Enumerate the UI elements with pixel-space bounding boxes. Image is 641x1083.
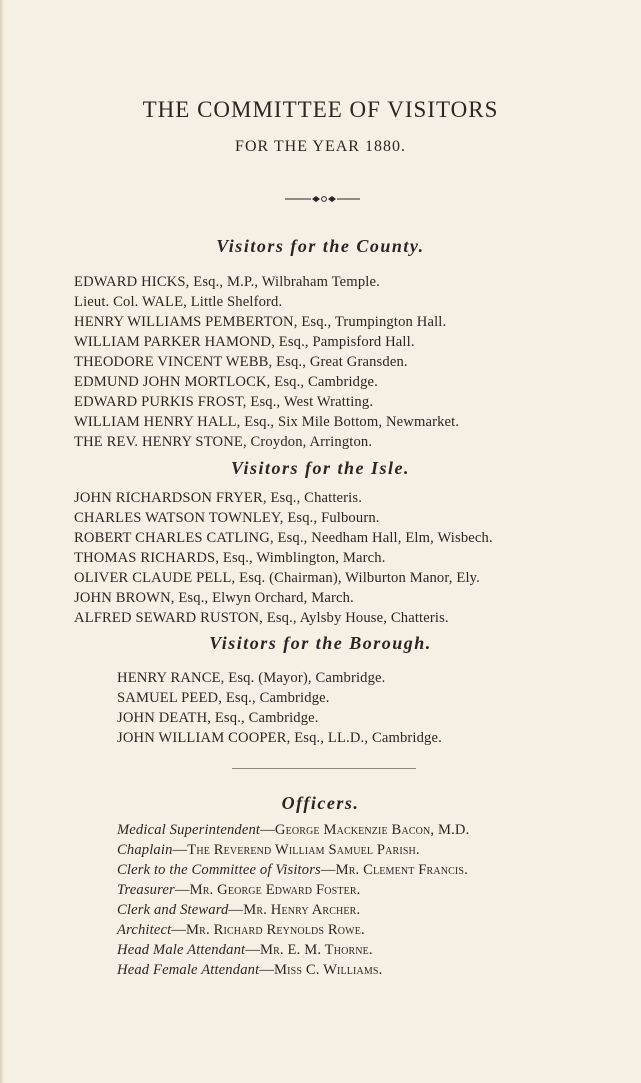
county-member: THE REV. HENRY STONE, Croydon, Arrington. bbox=[74, 434, 373, 450]
officer-dash: — bbox=[260, 822, 275, 838]
officers-list bbox=[117, 820, 469, 980]
isle-member: JOHN RICHARDSON FRYER, Esq., Chatteris. bbox=[74, 490, 363, 506]
officer-name: Mr. Clement Francis. bbox=[335, 862, 468, 878]
borough-member: JOHN DEATH, Esq., Cambridge. bbox=[117, 710, 319, 726]
officer-role: Head Female Attendant bbox=[117, 962, 260, 978]
officers-heading: Officers. bbox=[281, 793, 360, 813]
officer-entry bbox=[117, 840, 469, 860]
officer-name: George Mackenzie Bacon, M.D. bbox=[274, 822, 470, 838]
county-members-list bbox=[74, 272, 459, 452]
borough-member: JOHN WILLIAM COOPER, Esq., LL.D., Cambridge. bbox=[117, 730, 442, 746]
officer-role: Head Male Attendant bbox=[117, 942, 246, 958]
page-subtitle: FOR THE YEAR 1880. bbox=[235, 138, 406, 155]
county-member: Lieut. Col. WALE, Little Shelford. bbox=[74, 294, 283, 310]
officer-name: Miss C. Williams. bbox=[274, 962, 383, 978]
officer-entry bbox=[117, 960, 469, 980]
officer-dash: — bbox=[171, 922, 187, 938]
isle-member: ROBERT CHARLES CATLING, Esq., Needham Hall, Elm, Wisbech. bbox=[74, 530, 493, 546]
officer-entry bbox=[117, 880, 469, 900]
county-member: THEODORE VINCENT WEBB, Esq., Great Gransden. bbox=[74, 354, 408, 370]
officer-entry bbox=[117, 900, 469, 920]
officer-name: Mr. E. M. Thorne. bbox=[259, 942, 373, 958]
officer-name: Mr. Henry Archer. bbox=[243, 902, 361, 918]
officer-entry bbox=[117, 860, 469, 880]
borough-members-list bbox=[117, 668, 442, 748]
officer-dash: — bbox=[172, 842, 188, 858]
officer-dash: — bbox=[228, 902, 244, 918]
officer-entry bbox=[117, 820, 469, 840]
page-title: THE COMMITTEE OF VISITORS bbox=[142, 97, 499, 123]
officer-entry bbox=[117, 920, 469, 940]
officer-role: Clerk to the Committee of Visitors bbox=[117, 862, 321, 878]
borough-heading: Visitors for the Borough. bbox=[209, 633, 432, 653]
county-member: HENRY WILLIAMS PEMBERTON, Esq., Trumpington Hall. bbox=[74, 314, 447, 330]
officer-dash: — bbox=[245, 942, 260, 958]
isle-member: CHARLES WATSON TOWNLEY, Esq., Fulbourn. bbox=[74, 510, 380, 526]
county-member: EDMUND JOHN MORTLOCK, Esq., Cambridge. bbox=[74, 374, 378, 390]
officer-role: Treasurer bbox=[117, 882, 175, 898]
officer-role: Medical Superintendent bbox=[117, 822, 261, 838]
officer-role: Architect bbox=[117, 922, 172, 938]
officer-role: Chaplain bbox=[117, 842, 173, 858]
isle-heading: Visitors for the Isle. bbox=[230, 458, 411, 478]
isle-member: JOHN BROWN, Esq., Elwyn Orchard, March. bbox=[74, 590, 354, 606]
county-member: WILLIAM HENRY HALL, Esq., Six Mile Bottom, Newmarket. bbox=[74, 414, 460, 430]
page-edge-shadow bbox=[0, 0, 4, 1083]
isle-member: ALFRED SEWARD RUSTON, Esq., Aylsby House, Chatteris. bbox=[74, 610, 449, 626]
ornament-divider bbox=[285, 193, 360, 205]
isle-members-list bbox=[74, 488, 493, 628]
officer-dash: — bbox=[259, 962, 275, 978]
isle-member: OLIVER CLAUDE PELL, Esq. (Chairman), Wilburton Manor, Ely. bbox=[74, 570, 480, 586]
officer-name: Mr. Richard Reynolds Rowe. bbox=[186, 922, 365, 938]
county-member: EDWARD PURKIS FROST, Esq., West Wratting. bbox=[74, 394, 374, 410]
county-member: EDWARD HICKS, Esq., M.P., Wilbraham Temple. bbox=[74, 274, 380, 290]
borough-member: SAMUEL PEED, Esq., Cambridge. bbox=[117, 690, 330, 706]
county-member: WILLIAM PARKER HAMOND, Esq., Pampisford Hall. bbox=[74, 334, 415, 350]
section-rule bbox=[232, 768, 416, 769]
officer-entry bbox=[117, 940, 469, 960]
isle-member: THOMAS RICHARDS, Esq., Wimblington, March. bbox=[74, 550, 386, 566]
officer-role: Clerk and Steward bbox=[117, 902, 229, 918]
officer-name: The Reverend William Samuel Parish. bbox=[187, 842, 420, 858]
officer-dash: — bbox=[174, 882, 190, 898]
officer-dash: — bbox=[320, 862, 336, 878]
borough-member: HENRY RANCE, Esq. (Mayor), Cambridge. bbox=[117, 670, 386, 686]
officer-name: Mr. George Edward Foster. bbox=[189, 882, 361, 898]
county-heading: Visitors for the County. bbox=[216, 236, 425, 256]
